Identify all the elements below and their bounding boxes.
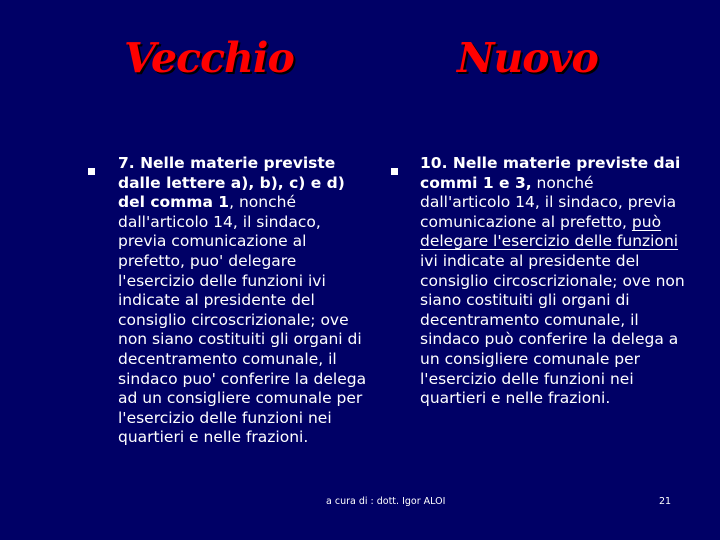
new-article-text-before: nonché dall'articolo 14, il sindaco, previa comunicazione al prefetto, [420, 173, 677, 231]
new-article-underlined: può delegare l'esercizio delle funzioni [420, 212, 679, 251]
new-article-text [420, 154, 688, 409]
title-old: Vecchio [124, 34, 294, 82]
old-article-bold: 7. Nelle materie previste dalle lettere a), b), c) e d) del comma 1 [118, 154, 345, 212]
page-number: 21 [659, 496, 672, 507]
bullet-icon [391, 168, 398, 175]
new-article-text-after: ivi indicate al presidente del consiglio circoscrizionale; ove non siano costituiti gli organi di decentramento comunale, il sindaco può conferire la delega a un consigliere comunale per l'esercizio delle funzioni nei quartieri e nelle frazioni. [420, 251, 685, 408]
old-article-text [118, 154, 370, 448]
new-article-bold: 10. Nelle materie previste dai commi 1 e 3, [420, 154, 681, 192]
title-new: Nuovo [457, 34, 598, 82]
footer-credit: a cura di : dott. Igor ALOI [326, 496, 446, 507]
old-article-rest: , nonché dall'articolo 14, il sindaco, previa comunicazione al prefetto, puo' delegare l'esercizio delle funzioni ivi indicate al presidente del consiglio circoscrizionale; ove non siano costituiti gli organi di decentramento comunale, il sindaco puo' conferire la delega ad un consigliere comunale per l'esercizio delle funzioni nei quartieri e nelle frazioni. [118, 193, 367, 447]
bullet-icon [88, 168, 95, 175]
